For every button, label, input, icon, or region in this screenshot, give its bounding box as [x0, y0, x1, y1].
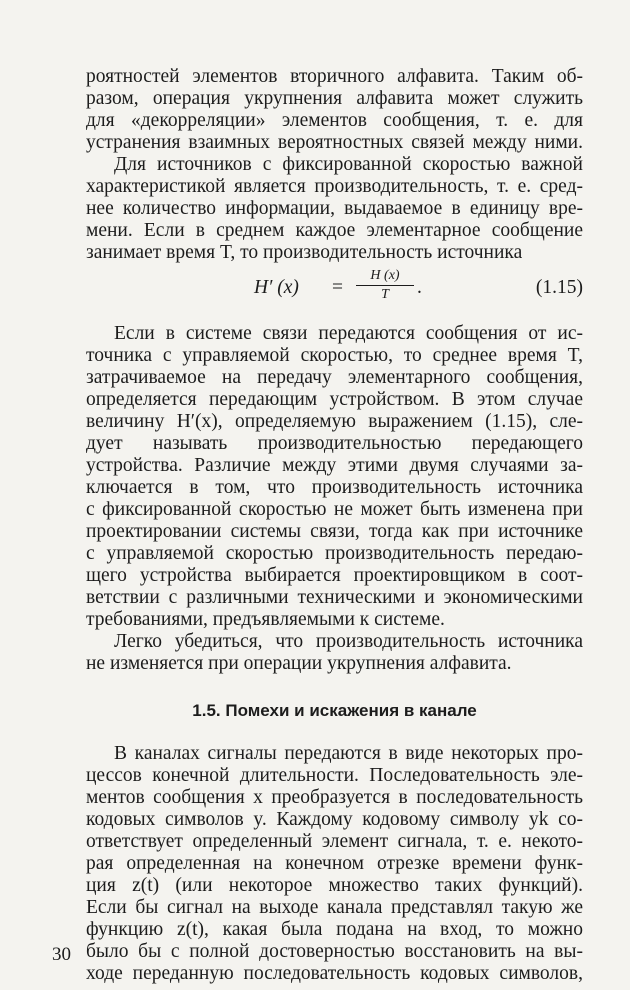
section-heading: 1.5. Помехи и искажения в канале	[192, 701, 477, 720]
formula-denominator: T	[381, 287, 389, 302]
text-line: ветствии с различными техническими и экономическими	[86, 587, 583, 608]
formula-fraction	[352, 268, 418, 303]
text-line: затрачиваемое на передачу элементарного сообщения,	[86, 367, 583, 388]
text-line: В каналах сигналы передаются в виде некоторых про-	[114, 743, 583, 764]
text-line: характеристикой является производительность, т. е. сред-	[86, 176, 583, 197]
text-line: цессов конечной длительности. Последовательность эле-	[86, 765, 583, 786]
formula-trail: .	[417, 277, 422, 298]
formula-1-15	[86, 268, 583, 308]
text-line: функцию z(t), какая была подана на вход, то можно	[86, 919, 583, 940]
text-line: устройства. Различие между этими двумя случаями за-	[86, 455, 583, 476]
text-line: точника с управляемой скоростью, то среднее время T,	[86, 345, 583, 366]
text-line: было бы с полной достоверностью восстановить на вы-	[86, 941, 583, 962]
text-line: роятностей элементов вторичного алфавита. Таким об-	[86, 66, 583, 87]
formula-lhs: H′ (x)	[254, 277, 299, 298]
text-line: ключается в том, что производительность источника	[86, 477, 583, 498]
text-line: дует называть производительностью передающего	[86, 433, 583, 454]
text-line: требованиями, предъявляемыми к системе.	[86, 609, 445, 630]
text-line: ходе переданную последовательность кодовых символов,	[86, 963, 583, 984]
text-line: Легко убедиться, что производительность источника	[114, 631, 583, 652]
text-line: определяется передающим устройством. В этом случае	[86, 389, 583, 410]
text-line: устранения взаимных вероятностных связей между ними.	[86, 132, 583, 153]
text-line: ментов сообщения x преобразуется в последовательность	[86, 787, 583, 808]
formula-numerator: H (x)	[370, 268, 400, 283]
text-line: занимает время T, то производительность источника	[86, 242, 523, 263]
text-line: не изменяется при операции укрупнения алфавита.	[86, 653, 512, 674]
formula-number: (1.15)	[535, 277, 583, 298]
text-line: щего устройства выбирается проектировщиком в соот-	[86, 565, 583, 586]
text-line: разом, операция укрупнения алфавита может служить	[86, 88, 583, 109]
text-line: ответствует определенный элемент сигнала, т. е. некото-	[86, 831, 583, 852]
fraction-bar	[356, 285, 414, 286]
text-line: мени. Если в среднем каждое элементарное сообщение	[86, 220, 583, 241]
page-number: 30	[52, 944, 71, 965]
formula-equals: =	[332, 277, 343, 298]
text-line: Для источников с фиксированной скоростью важной	[114, 154, 583, 175]
text-line: величину H′(x), определяемую выражением (1.15), сле-	[86, 411, 583, 432]
text-line: Если в системе связи передаются сообщения от ис-	[114, 323, 583, 344]
text-line: нее количество информации, выдаваемое в единицу вре-	[86, 198, 583, 219]
text-line: с фиксированной скоростью не может быть изменена при	[86, 499, 583, 520]
text-line: ция z(t) (или некоторое множество таких функций).	[86, 875, 583, 896]
text-line: кодовых символов y. Каждому кодовому символу yk со-	[86, 809, 583, 830]
text-line: проектировании системы связи, тогда как при источнике	[86, 521, 583, 542]
text-line: рая определенная на конечном отрезке времени функ-	[86, 853, 583, 874]
text-line: Если бы сигнал на выходе канала представлял такую же	[86, 897, 583, 918]
text-line: с управляемой скоростью производительность передаю-	[86, 543, 583, 564]
text-line: для «декорреляции» элементов сообщения, т. е. для	[86, 110, 583, 131]
